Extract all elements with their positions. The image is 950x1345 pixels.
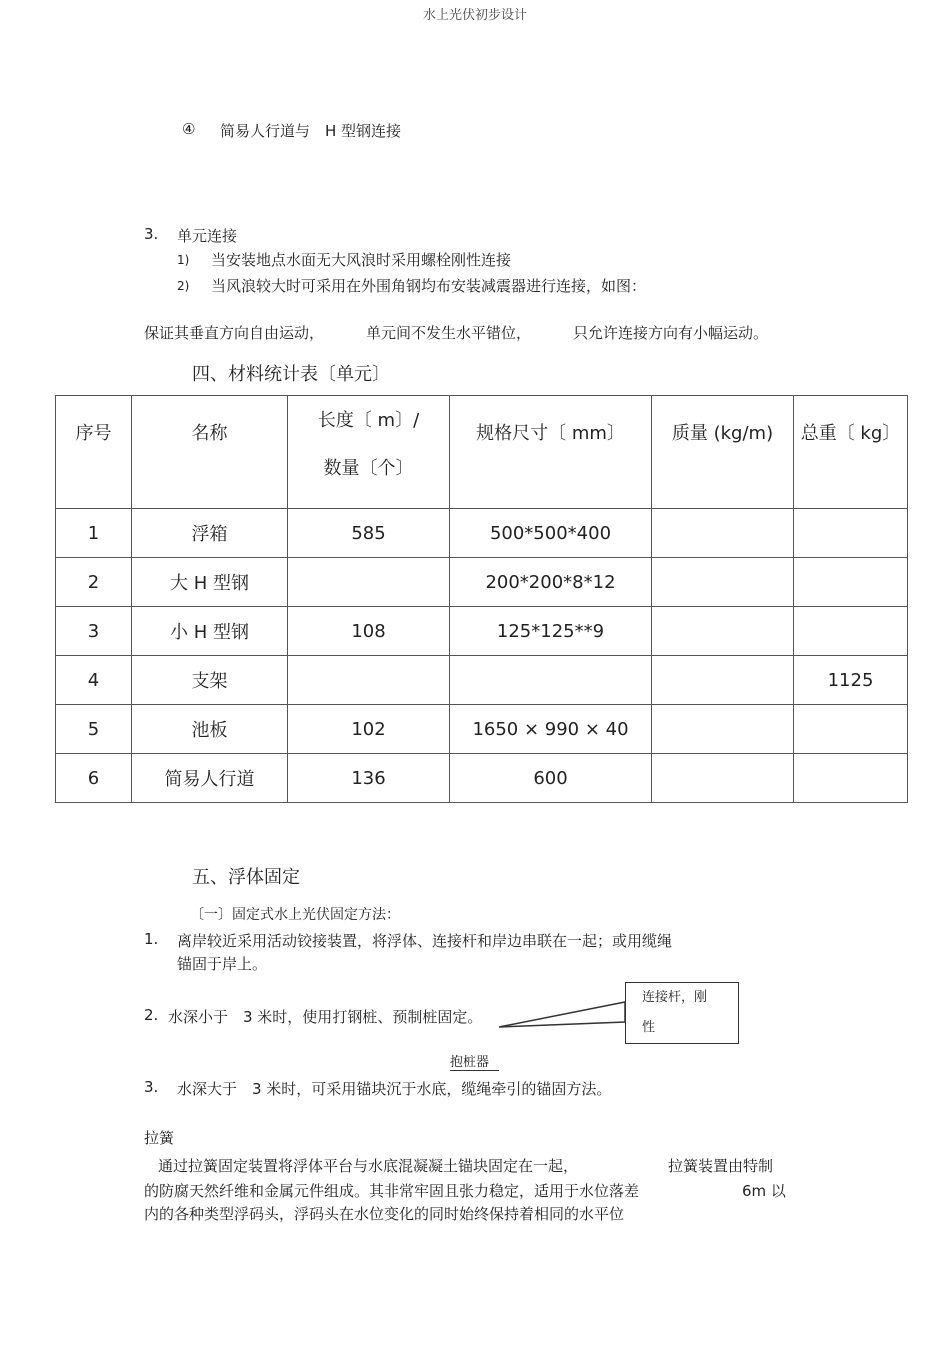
table-cell — [794, 607, 908, 656]
table-cell: 1 — [56, 509, 132, 558]
column-header-line: 长度〔 m〕/ — [317, 410, 420, 431]
table-cell — [288, 656, 450, 705]
callout-line: 性 — [642, 1020, 656, 1035]
method-number: 2. — [144, 1006, 159, 1024]
list-number: 1) — [177, 253, 190, 267]
table-row — [56, 607, 908, 656]
callout-box — [625, 982, 739, 1044]
paragraph-title: 拉簧 — [144, 1129, 175, 1147]
column-header: 总重〔 kg〕 — [794, 396, 908, 509]
table-cell — [794, 754, 908, 803]
table-cell — [652, 656, 794, 705]
section-number: 3. — [144, 225, 159, 243]
table-cell: 6 — [56, 754, 132, 803]
table-cell: 585 — [288, 509, 450, 558]
table-cell: 1650 × 990 × 40 — [450, 705, 652, 754]
callout-pointer — [495, 1000, 630, 1040]
method-text: 锚固于岸上。 — [177, 955, 268, 973]
callout-label: 抱桩器 — [450, 1051, 499, 1071]
table-cell — [652, 754, 794, 803]
table-cell — [794, 705, 908, 754]
column-header: 序号 — [56, 396, 132, 509]
table-cell — [652, 607, 794, 656]
motion-note-part: 保证其垂直方向自由运动， — [144, 324, 325, 342]
section-title: 单元连接 — [177, 227, 238, 245]
table-row — [56, 509, 908, 558]
page-header: 水上光伏初步设计 — [422, 8, 527, 23]
table-cell — [794, 509, 908, 558]
subsection-title: 〔一〕固定式水上光伏固定方法： — [190, 907, 400, 923]
table-cell — [794, 558, 908, 607]
method-number: 1. — [144, 930, 159, 948]
table-cell: 支架 — [132, 656, 288, 705]
method-text: 水深大于 3 米时，可采用锚块沉于水底，缆绳牵引的锚固方法。 — [177, 1080, 612, 1098]
method-text: 离岸较近采用活动铰接装置，将浮体、连接杆和岸边串联在一起；或用缆绳 — [177, 932, 673, 950]
table-cell: 500*500*400 — [450, 509, 652, 558]
table-cell: 1125 — [794, 656, 908, 705]
table-row — [56, 558, 908, 607]
section-heading: 四、材料统计表〔单元〕 — [192, 364, 390, 385]
column-header-line: 数量〔个〕 — [323, 458, 414, 479]
item-marker: ④ — [182, 120, 196, 138]
table-cell: 4 — [56, 656, 132, 705]
table-cell: 2 — [56, 558, 132, 607]
table-cell: 600 — [450, 754, 652, 803]
table-cell — [652, 509, 794, 558]
table-cell: 5 — [56, 705, 132, 754]
method-text: 水深小于 3 米时，使用打钢桩、预制桩固定。 — [168, 1008, 483, 1026]
list-number: 2) — [177, 279, 190, 293]
table-cell — [652, 705, 794, 754]
table-cell — [652, 558, 794, 607]
table-row — [56, 656, 908, 705]
table-cell: 102 — [288, 705, 450, 754]
table-cell: 池板 — [132, 705, 288, 754]
table-cell: 浮箱 — [132, 509, 288, 558]
table-cell: 200*200*8*12 — [450, 558, 652, 607]
table-cell: 小 H 型钢 — [132, 607, 288, 656]
table-cell: 108 — [288, 607, 450, 656]
method-number: 3. — [144, 1078, 159, 1096]
column-header — [288, 396, 450, 509]
table-cell: 125*125**9 — [450, 607, 652, 656]
list-item: 当风浪较大时可采用在外围角钢均布安装减震器进行连接，如图： — [211, 277, 647, 295]
table-cell: 大 H 型钢 — [132, 558, 288, 607]
list-item: 当安装地点水面无大风浪时采用螺栓刚性连接 — [211, 251, 512, 269]
column-header: 名称 — [132, 396, 288, 509]
column-header: 规格尺寸〔 mm〕 — [450, 396, 652, 509]
section-heading: 五、浮体固定 — [192, 867, 300, 888]
motion-note-part: 单元间不发生水平错位， — [366, 324, 532, 342]
table-cell: 136 — [288, 754, 450, 803]
table-row — [56, 754, 908, 803]
callout-line: 连接杆，刚 — [642, 990, 708, 1005]
motion-note-part: 只允许连接方向有小幅运动。 — [573, 324, 769, 342]
paragraph-text: 的防腐天然纤维和金属元件组成。其非常牢固且张力稳定，适用于水位落差 — [144, 1182, 640, 1200]
paragraph-text: 通过拉簧固定装置将浮体平台与水底混凝凝土锚块固定在一起， — [158, 1157, 579, 1175]
paragraph-text: 拉簧装置由特制 — [668, 1157, 774, 1175]
table-cell: 简易人行道 — [132, 754, 288, 803]
column-header: 质量 (kg/m) — [652, 396, 794, 509]
materials-table — [55, 395, 908, 803]
table-header-row — [56, 396, 908, 509]
paragraph-text: 6m 以 — [742, 1182, 786, 1200]
table-row — [56, 705, 908, 754]
item-text: 简易人行道与 H 型钢连接 — [220, 122, 402, 140]
paragraph-text: 内的各种类型浮码头，浮码头在水位变化的同时始终保持着相同的水平位 — [144, 1205, 625, 1223]
table-cell: 3 — [56, 607, 132, 656]
table-cell — [450, 656, 652, 705]
table-cell — [288, 558, 450, 607]
